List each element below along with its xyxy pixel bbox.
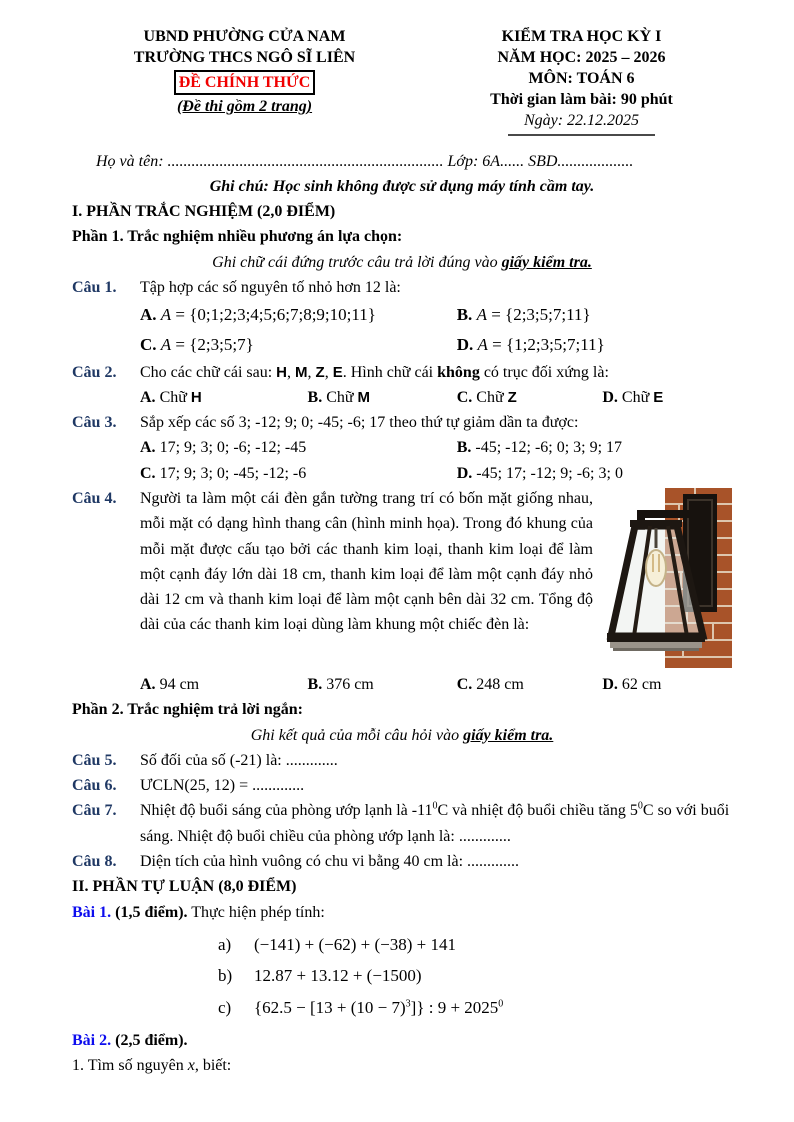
part2-instruction-text: Ghi kết quả của mỗi câu hỏi vào — [250, 726, 464, 744]
option-value: -45; 17; -12; 9; -6; 3; 0 — [476, 464, 623, 482]
option-value: Chữ E — [621, 388, 664, 406]
school-year: NĂM HỌC: 2025 – 2026 — [497, 49, 666, 67]
exam-title: KIỂM TRA HỌC KỲ I — [501, 28, 662, 45]
question-4-body — [140, 486, 732, 697]
item-key: c) — [218, 997, 232, 1017]
option-value: A = {0;1;2;3;4;5;6;7;8;9;10;11} — [160, 305, 376, 325]
question-7-text: Nhiệt độ buổi sáng của phòng ướp lạnh là $-11^0C$ và nhiệt độ buổi chiều tăng $5^0C$ so với buổi sáng. Nhiệt độ buổi chiều của phòng ướp lạnh là: ............. — [140, 800, 730, 845]
student-info-line: Họ và tên: ..................................................................... Lớp: 6A...... SBD................... — [96, 152, 634, 170]
option-value: 17; 9; 3; 0; -45; -12; -6 — [159, 464, 307, 482]
school-name: TRƯỜNG THCS NGÔ SĨ LIÊN — [133, 49, 356, 67]
part1-title: Phần 1. Trắc nghiệm nhiều phương án lựa chọn: — [72, 228, 403, 246]
item-key: b) — [218, 966, 233, 986]
header-left — [72, 26, 417, 136]
question-4-text: Người ta làm một cái đèn gắn tường trang trí có bốn mặt giống nhau, mỗi mặt có dạng hình thang cân (hình minh họa). Trong đó khung của mỗi mặt được cấu tạo bởi các thanh kim loại, thanh kim loại để làm một cạnh đáy lớn dài 18 cm, thanh kim loại để làm một cạnh đáy nhỏ dài 12 cm và thanh kim loại để làm một cạnh bên dài 32 cm. Tổng độ dài của các thanh kim loại dùng làm khung một chiếc đèn là: — [140, 489, 593, 634]
question-4-option-c — [457, 672, 603, 697]
option-value: 94 cm — [159, 675, 200, 693]
question-1-text: Tập hợp các số nguyên tố nhỏ hơn 12 là: — [140, 278, 401, 296]
question-1-option-c — [140, 330, 457, 360]
part1-instruction — [72, 250, 732, 275]
question-8-text: Diện tích của hình vuông có chu vi bằng 40 cm là: ............. — [140, 852, 520, 870]
question-5 — [72, 748, 732, 773]
option-key: D. — [602, 388, 618, 406]
option-key: A. — [140, 388, 156, 406]
exercise-1-label: Bài 1. — [72, 904, 112, 922]
authority-name: UBND PHƯỜNG CỬA NAM — [143, 28, 346, 45]
lantern-base — [607, 633, 705, 651]
option-value: 62 cm — [621, 675, 662, 693]
option-value: 376 cm — [326, 675, 374, 693]
item-expression: $\{62.5 - [13 + (10 - 7)^3]\}$ : $9 + 2025^0$ — [254, 997, 504, 1017]
section1-title: I. PHẦN TRẮC NGHIỆM (2,0 ĐIỂM) — [72, 203, 336, 221]
question-1-option-b — [457, 300, 732, 330]
option-value: 248 cm — [476, 675, 524, 693]
part1-instruction-emphasis: giấy kiểm tra. — [501, 253, 592, 271]
question-3 — [72, 410, 732, 486]
option-key: B. — [456, 439, 472, 457]
exercise-2-label: Bài 2. — [72, 1031, 112, 1049]
option-key: B. — [307, 388, 323, 406]
exercise-1-instruction: Thực hiện phép tính: — [191, 904, 325, 922]
question-3-label: Câu 3. — [72, 414, 117, 432]
exercise-1-item-c — [218, 996, 732, 1021]
option-key: A. — [140, 439, 156, 457]
question-2-option-c — [457, 385, 603, 410]
question-4-option-d — [602, 672, 732, 697]
question-8-label: Câu 8. — [72, 852, 117, 870]
question-6-label: Câu 6. — [72, 777, 117, 795]
question-2-option-d — [602, 385, 732, 410]
item-expression: 12.87 + 13.12 + (−1500) — [254, 966, 422, 986]
option-key: C. — [456, 675, 473, 693]
exercise-1-heading — [72, 900, 732, 925]
option-key: C. — [140, 464, 156, 482]
question-1-label: Câu 1. — [72, 278, 117, 296]
exercise-1-item-b — [218, 964, 732, 989]
question-1-body — [140, 275, 732, 360]
item-key: a) — [218, 934, 232, 954]
option-value: -45; -12; -6; 0; 3; 9; 17 — [475, 439, 623, 457]
option-key: A. — [140, 305, 157, 325]
option-value: Chữ Z — [476, 388, 517, 406]
option-key: A. — [140, 675, 156, 693]
question-3-body — [140, 410, 732, 486]
option-key: C. — [456, 388, 473, 406]
option-value: Chữ H — [159, 388, 202, 406]
option-key: B. — [456, 305, 473, 325]
option-key: D. — [456, 464, 473, 482]
exercise-1-points: (1,5 điểm). — [115, 904, 188, 922]
question-3-option-a — [140, 435, 457, 460]
pages-note: (Đề thi gồm 2 trang) — [176, 98, 313, 116]
question-8 — [72, 849, 732, 874]
question-2 — [72, 360, 732, 411]
exam-header — [72, 26, 732, 136]
question-4-option-a — [140, 672, 308, 697]
question-1-option-d — [457, 330, 732, 360]
question-1-option-a — [140, 300, 457, 330]
option-value: A = {2;3;5;7} — [160, 334, 254, 354]
subject-name: MÔN: TOÁN 6 — [528, 70, 635, 88]
part2-instruction — [72, 723, 732, 748]
exercise-1-item-a — [218, 933, 732, 958]
question-6 — [72, 773, 732, 798]
question-5-text: Số đối của số (-21) là: ............. — [140, 751, 338, 769]
question-2-option-a — [140, 385, 308, 410]
official-exam-label: ĐỀ CHÍNH THỨC — [178, 74, 311, 92]
question-2-option-b — [308, 385, 457, 410]
question-1-options — [140, 300, 732, 360]
option-key: D. — [456, 334, 474, 354]
exam-date: Ngày: 22.12.2025 — [508, 110, 655, 135]
exercise-2-heading — [72, 1028, 732, 1053]
question-2-body — [140, 360, 732, 411]
part2-instruction-emphasis: giấy kiểm tra. — [463, 726, 554, 744]
part1-instruction-text: Ghi chữ cái đứng trước câu trả lời đúng vào — [212, 253, 502, 271]
question-2-text: Cho các chữ cái sau: H, M, Z, E. Hình chữ cái không có trục đối xứng là: — [140, 363, 609, 381]
official-exam-box — [174, 70, 316, 95]
wall-lantern-photo — [605, 488, 732, 668]
question-7 — [72, 798, 732, 849]
question-3-options — [140, 435, 732, 486]
question-2-label: Câu 2. — [72, 363, 117, 381]
section2-title: II. PHẦN TỰ LUẬN (8,0 ĐIỂM) — [72, 878, 297, 896]
option-key: D. — [602, 675, 618, 693]
header-right — [417, 26, 732, 136]
option-value: A = {1;2;3;5;7;11} — [477, 334, 605, 354]
question-2-options — [140, 385, 732, 410]
option-value: 17; 9; 3; 0; -6; -12; -45 — [159, 439, 307, 457]
calculator-note: Ghi chú: Học sinh không được sử dụng máy tính cầm tay. — [209, 177, 595, 195]
question-5-label: Câu 5. — [72, 751, 117, 769]
item-expression: (−141) + (−62) + (−38) + 141 — [254, 934, 456, 954]
question-4-options — [140, 672, 732, 697]
question-3-text: Sắp xếp các số 3; -12; 9; 0; -45; -6; 17 theo thứ tự giảm dần ta được: — [140, 414, 579, 432]
exercise-2-line-1: 1. Tìm số nguyên x, biết: — [72, 1056, 232, 1074]
question-3-option-c — [140, 461, 457, 486]
question-3-option-d — [457, 461, 732, 486]
question-3-option-b — [457, 435, 732, 460]
question-6-text: ƯCLN(25, 12) = ............. — [140, 777, 305, 795]
question-4-label: Câu 4. — [72, 489, 117, 507]
exercise-2-points: (2,5 điểm). — [115, 1031, 188, 1049]
option-value: A = {2;3;5;7;11} — [476, 305, 591, 325]
question-1 — [72, 275, 732, 360]
question-4 — [72, 486, 732, 697]
exam-duration: Thời gian làm bài: 90 phút — [490, 91, 673, 109]
option-key: C. — [140, 334, 157, 354]
question-7-label: Câu 7. — [72, 802, 117, 820]
question-4-option-b — [308, 672, 457, 697]
option-value: Chữ M — [326, 388, 371, 406]
part2-title: Phần 2. Trắc nghiệm trả lời ngắn: — [72, 701, 303, 719]
option-key: B. — [307, 675, 323, 693]
